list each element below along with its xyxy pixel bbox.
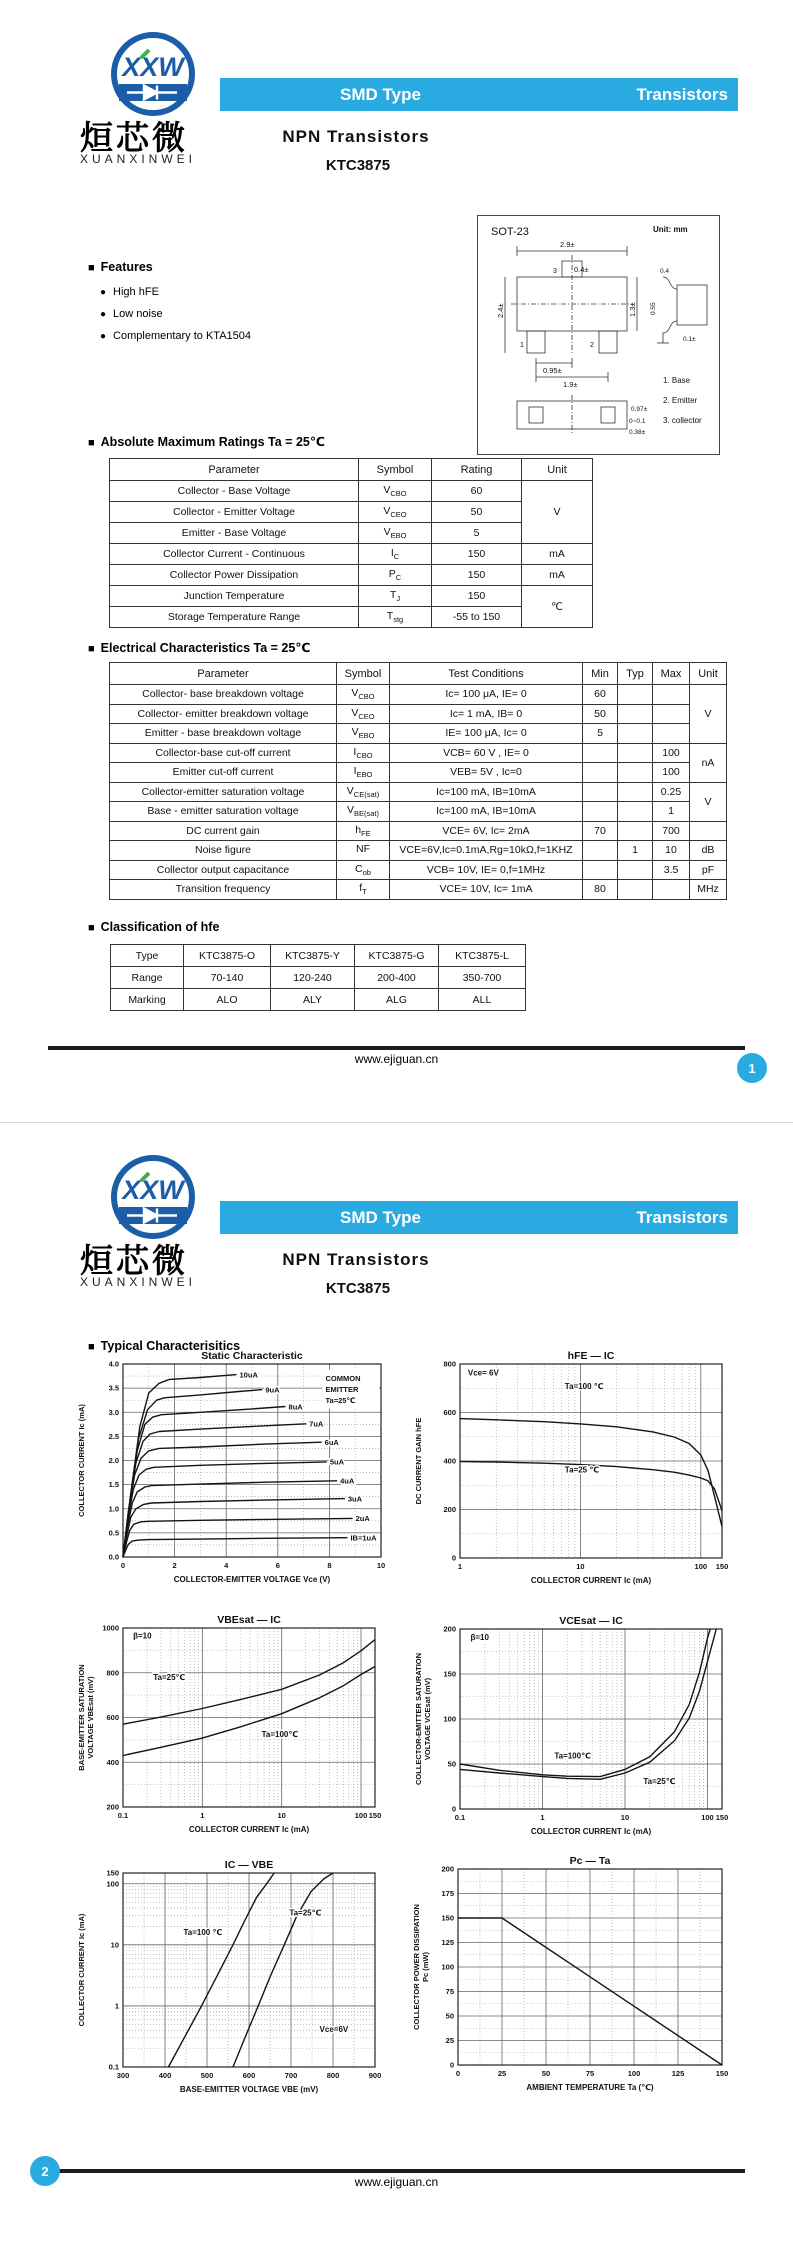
- pin3-label: 3: [553, 268, 557, 275]
- svg-text:10: 10: [620, 1813, 630, 1822]
- table-row: Emitter - base breakdown voltage $V_{EBO}$ IE= 100 μA, Ic= 0 5: [110, 724, 727, 744]
- svg-text:2: 2: [172, 1561, 177, 1570]
- table-row: Type KTC3875-O KTC3875-Y KTC3875-G KTC3875-L: [111, 945, 526, 967]
- svg-text:125: 125: [671, 2069, 685, 2078]
- header-bar-left: SMD Type: [340, 1207, 421, 1227]
- svg-text:200: 200: [106, 1802, 119, 1812]
- svg-text:150: 150: [441, 1913, 454, 1923]
- svg-text:0: 0: [449, 2060, 454, 2070]
- svg-text:1000: 1000: [102, 1623, 119, 1633]
- svg-text:Ta=100 ℃: Ta=100 ℃: [183, 1928, 223, 1938]
- dim-lead-top: 0.4: [660, 268, 670, 275]
- logo-text: XXW: [122, 1175, 184, 1205]
- svg-text:100: 100: [441, 1962, 454, 1972]
- svg-text:10: 10: [110, 1940, 119, 1950]
- svg-text:4uA: 4uA: [340, 1476, 355, 1486]
- svg-text:400: 400: [443, 1456, 456, 1466]
- svg-text:Vce=6V: Vce=6V: [319, 2025, 349, 2035]
- feature-item: ● Complementary to KTA1504: [100, 330, 252, 342]
- svg-text:0: 0: [455, 2069, 461, 2078]
- package-outline-drawing: [477, 215, 720, 455]
- header-bar-right: Transistors: [636, 84, 728, 104]
- package-unit: Unit: mm: [653, 225, 688, 234]
- svg-text:600: 600: [443, 1408, 456, 1418]
- section-marker-icon: ■: [88, 643, 95, 655]
- footer-website: www.ejiguan.cn: [354, 1052, 439, 1066]
- dim-body: 1.3±: [628, 302, 637, 317]
- svg-text:Pc (mW): Pc (mW): [421, 1952, 430, 1982]
- header-bar: [220, 1201, 738, 1234]
- datasheet-page-2: [0, 1122, 793, 2245]
- pin1-label: 1: [520, 342, 524, 349]
- svg-text:Ta=100℃: Ta=100℃: [554, 1751, 591, 1761]
- svg-text:0.5: 0.5: [108, 1528, 119, 1538]
- svg-text:900: 900: [368, 2071, 382, 2080]
- col-header: Unit: [690, 663, 727, 685]
- merged-unit: ℃: [522, 586, 593, 628]
- classification-table: [110, 944, 526, 1011]
- svg-text:2.0: 2.0: [108, 1456, 119, 1466]
- svg-text:600: 600: [106, 1713, 119, 1723]
- svg-text:50: 50: [445, 2011, 454, 2021]
- svg-text:150: 150: [106, 1868, 119, 1878]
- svg-text:2uA: 2uA: [355, 1514, 370, 1524]
- elec-table: [109, 662, 727, 900]
- dim-top: 2.9±: [560, 240, 575, 249]
- svg-text:8: 8: [327, 1561, 332, 1570]
- page-number-badge: 2: [30, 2156, 60, 2186]
- table-row: Collector - Base Voltage $V_{CBO}$ 60 V: [110, 481, 593, 502]
- chart-vbesat-vs-ic: [75, 1612, 391, 1850]
- col-header: Parameter: [110, 459, 359, 481]
- svg-text:IC — VBE: IC — VBE: [224, 1859, 274, 1871]
- svg-text:50: 50: [447, 1759, 456, 1769]
- svg-text:600: 600: [242, 2071, 256, 2080]
- svg-text:VOLTAGE VCEsat (mV): VOLTAGE VCEsat (mV): [423, 1677, 432, 1761]
- col-header: Test Conditions: [390, 663, 583, 685]
- footer-rule: [48, 2169, 745, 2173]
- table-row: Collector-emitter saturation voltage $V_{CE(sat)}$ Ic=100 mA, IB=10mA 0.25 V: [110, 782, 727, 802]
- svg-text:300: 300: [116, 2071, 130, 2080]
- table-row: Storage Temperature Range $T_{stg}$ -55 to 150: [110, 607, 593, 628]
- col-header: Symbol: [337, 663, 390, 685]
- section-marker-icon: ■: [88, 262, 95, 274]
- svg-text:6uA: 6uA: [324, 1437, 339, 1447]
- svg-text:Static Characteristic: Static Characteristic: [201, 1350, 303, 1362]
- merged-unit: nA: [690, 743, 727, 782]
- svg-text:Ta=25℃: Ta=25℃: [643, 1776, 676, 1786]
- svg-text:Ta=25 ℃: Ta=25 ℃: [564, 1465, 600, 1475]
- svg-text:0.0: 0.0: [108, 1552, 119, 1562]
- brand-name-cn: 烜芯微: [80, 119, 188, 156]
- bullet-icon: ●: [100, 331, 107, 342]
- svg-text:75: 75: [585, 2069, 595, 2078]
- svg-text:hFE — IC: hFE — IC: [567, 1350, 615, 1362]
- svg-text:800: 800: [106, 1668, 119, 1678]
- table-row: Collector Current - Continuous $I_C$ 150 mA: [110, 544, 593, 565]
- chart-pc-vs-ta: [410, 1853, 738, 2108]
- table-row: Marking ALO ALY ALG ALL: [111, 989, 526, 1011]
- pin-legend-base: 1. Base: [663, 376, 691, 385]
- header-bar-right: Transistors: [636, 1207, 728, 1227]
- table-row: DC current gain $h_{FE}$ VCE= 6V, Ic= 2mA 70 700: [110, 821, 727, 841]
- svg-text:COLLECTOR-EMITTER SATURATION: COLLECTOR-EMITTER SATURATION: [414, 1652, 423, 1786]
- svg-text:150: 150: [368, 1811, 382, 1820]
- footer-rule: [48, 1046, 745, 1050]
- table-row: Collector- base breakdown voltage $V_{CBO}$ Ic= 100 μA, IE= 0 60 V: [110, 685, 727, 705]
- svg-text:150: 150: [715, 1562, 729, 1571]
- svg-text:200: 200: [441, 1864, 454, 1874]
- svg-text:VCEsat — IC: VCEsat — IC: [559, 1615, 623, 1627]
- svg-text:IB=1uA: IB=1uA: [350, 1533, 377, 1543]
- svg-text:0.1: 0.1: [108, 2062, 119, 2072]
- bullet-icon: ●: [100, 309, 107, 320]
- pin-legend-emitter: 2. Emitter: [663, 396, 698, 405]
- svg-text:EMITTER: EMITTER: [325, 1384, 359, 1394]
- svg-text:4.0: 4.0: [108, 1359, 119, 1369]
- part-number: KTC3875: [325, 157, 391, 174]
- svg-text:Vce= 6V: Vce= 6V: [467, 1368, 499, 1378]
- table-row: Range 70-140 120-240 200-400 350-700: [111, 967, 526, 989]
- svg-text:Pc — Ta: Pc — Ta: [569, 1855, 611, 1867]
- svg-text:5uA: 5uA: [329, 1457, 344, 1467]
- svg-text:7uA: 7uA: [309, 1419, 324, 1429]
- dim-h1: 0.97±: [631, 406, 648, 413]
- dim-height: 2.4±: [496, 303, 505, 318]
- svg-text:0.1: 0.1: [117, 1811, 129, 1820]
- chart-vcesat-vs-ic: [412, 1613, 738, 1852]
- col-header: Parameter: [110, 663, 337, 685]
- table-row: Collector - Emitter Voltage $V_{CEO}$ 50: [110, 502, 593, 523]
- svg-text:COLLECTOR-EMITTER VOLTAGE V: COLLECTOR-EMITTER VOLTAGE Vce (V): [173, 1575, 331, 1584]
- table-row: Collector- emitter breakdown voltage $V_{CEO}$ Ic= 1 mA, IB= 0 50: [110, 704, 727, 724]
- svg-text:125: 125: [441, 1938, 454, 1948]
- brand-name-en: XUANXINWEI: [80, 152, 197, 166]
- svg-text:800: 800: [443, 1359, 456, 1369]
- pin2-label: 2: [590, 342, 594, 349]
- svg-text:150: 150: [715, 1813, 729, 1822]
- chart-static-characteristic: [75, 1348, 397, 1598]
- table-row: Collector Power Dissipation $P_C$ 150 mA: [110, 565, 593, 586]
- svg-text:0: 0: [120, 1561, 126, 1570]
- svg-text:10: 10: [376, 1561, 386, 1570]
- svg-text:3.5: 3.5: [108, 1383, 119, 1393]
- svg-text:100: 100: [627, 2069, 641, 2078]
- svg-text:COLLECTOR CURRENT Ic (mA): COLLECTOR CURRENT Ic (mA): [530, 1827, 652, 1836]
- svg-text:10: 10: [576, 1562, 585, 1571]
- svg-text:50: 50: [541, 2069, 551, 2078]
- svg-text:25: 25: [445, 2036, 454, 2046]
- pin-legend-collector: 3. collector: [663, 416, 702, 425]
- svg-text:4: 4: [224, 1561, 229, 1570]
- classification-title: ■ Classification of hfe: [88, 920, 220, 934]
- dim-lead-bot: 0.55: [650, 302, 657, 315]
- svg-text:1.5: 1.5: [108, 1480, 119, 1490]
- svg-text:3uA: 3uA: [347, 1494, 363, 1504]
- svg-text:100: 100: [694, 1562, 708, 1571]
- page-number-badge: 1: [737, 1053, 767, 1083]
- svg-text:0.1: 0.1: [454, 1813, 466, 1822]
- typical-characteristics-title: ■ Typical Characterisitics: [88, 1339, 241, 1353]
- svg-text:25: 25: [497, 2069, 507, 2078]
- svg-text:400: 400: [106, 1757, 119, 1767]
- svg-text:DC CURRENT GAIN hFE: DC CURRENT GAIN hFE: [414, 1417, 423, 1505]
- svg-text:9uA: 9uA: [265, 1385, 280, 1395]
- svg-text:3.0: 3.0: [108, 1407, 119, 1417]
- logo-text: XXW: [122, 52, 184, 82]
- svg-text:AMBIENT TEMPERATURE Ta (℃): AMBIENT TEMPERATURE Ta (℃): [526, 2083, 654, 2092]
- svg-text:10uA: 10uA: [239, 1370, 258, 1380]
- table-row: Base - emitter saturation voltage $V_{BE(sat)}$ Ic=100 mA, IB=10mA 1: [110, 802, 727, 822]
- col-header: Unit: [522, 459, 593, 481]
- svg-text:700: 700: [284, 2071, 298, 2080]
- svg-text:100: 100: [106, 1879, 119, 1889]
- table-row: Collector output capacitance $C_{ob}$ VCB= 10V, IE= 0,f=1MHz 3.5 pF: [110, 860, 727, 880]
- svg-text:BASE-EMITTER SATURATION: BASE-EMITTER SATURATION: [77, 1664, 86, 1771]
- svg-text:1: 1: [200, 1811, 205, 1820]
- dim-stand: 0~0.1: [629, 418, 646, 425]
- svg-text:VBEsat — IC: VBEsat — IC: [217, 1614, 281, 1626]
- svg-text:COLLECTOR CURRENT Ic (mA): COLLECTOR CURRENT Ic (mA): [77, 1913, 86, 2027]
- col-header: Typ: [618, 663, 653, 685]
- features-title: ■ Features: [88, 260, 153, 274]
- table-row: Emitter - Base Voltage $V_{EBO}$ 5: [110, 523, 593, 544]
- col-header: Min: [583, 663, 618, 685]
- svg-text:150: 150: [443, 1669, 456, 1679]
- merged-unit: V: [522, 481, 593, 544]
- svg-text:Ta=25℃: Ta=25℃: [289, 1908, 322, 1918]
- svg-text:8uA: 8uA: [288, 1402, 303, 1412]
- brand-name-en: XUANXINWEI: [80, 1275, 197, 1289]
- svg-text:1: 1: [457, 1562, 463, 1571]
- svg-text:COMMON: COMMON: [325, 1373, 361, 1383]
- svg-text:0: 0: [451, 1804, 456, 1814]
- svg-text:Ta=100℃: Ta=100℃: [261, 1730, 299, 1740]
- feature-item: ● High hFE: [100, 286, 159, 298]
- svg-text:500: 500: [200, 2071, 214, 2080]
- svg-text:200: 200: [443, 1624, 456, 1634]
- col-header: Rating: [432, 459, 522, 481]
- svg-text:COLLECTOR CURRENT Ic (mA): COLLECTOR CURRENT Ic (mA): [77, 1404, 86, 1517]
- table-row: Junction Temperature $T_J$ 150 ℃: [110, 586, 593, 607]
- brand-name-cn: 烜芯微: [80, 1242, 188, 1279]
- svg-text:Ta=100 ℃: Ta=100 ℃: [564, 1382, 604, 1392]
- svg-text:Ta=25℃: Ta=25℃: [153, 1672, 186, 1682]
- elec-title: ■ Electrical Characteristics Ta = 25℃: [88, 641, 311, 655]
- svg-text:VOLTAGE VBEsat (mV): VOLTAGE VBEsat (mV): [86, 1676, 95, 1759]
- merged-unit: V: [690, 685, 727, 744]
- svg-text:1: 1: [540, 1813, 545, 1822]
- svg-text:175: 175: [441, 1889, 454, 1899]
- col-header: Symbol: [359, 459, 432, 481]
- svg-text:β=10: β=10: [470, 1632, 489, 1642]
- col-header: Max: [653, 663, 690, 685]
- section-marker-icon: ■: [88, 1341, 95, 1353]
- section-marker-icon: ■: [88, 922, 95, 934]
- svg-text:200: 200: [443, 1505, 456, 1515]
- svg-text:75: 75: [445, 1987, 454, 1997]
- svg-text:150: 150: [715, 2069, 729, 2078]
- part-number: KTC3875: [325, 1280, 391, 1297]
- svg-text:100: 100: [443, 1714, 456, 1724]
- svg-text:COLLECTOR POWER DISSIPATION: COLLECTOR POWER DISSIPATION: [412, 1904, 421, 2030]
- svg-text:6: 6: [275, 1561, 280, 1570]
- dim-foot: 0.1±: [683, 336, 696, 343]
- dim-h2: 0.38±: [629, 429, 646, 436]
- brand-logo-icon: [78, 1153, 228, 1245]
- chart-hfe-vs-ic: [412, 1348, 738, 1601]
- datasheet-page-1: [0, 0, 793, 1122]
- svg-text:100: 100: [354, 1811, 368, 1820]
- svg-text:BASE-EMITTER VOLTAGE VBE (m: BASE-EMITTER VOLTAGE VBE (mV): [179, 2085, 319, 2094]
- dim-span: 1.9±: [563, 380, 578, 389]
- svg-text:100: 100: [701, 1813, 714, 1822]
- brand-logo-icon: [78, 30, 228, 122]
- bullet-icon: ●: [100, 287, 107, 298]
- svg-text:400: 400: [158, 2071, 172, 2080]
- dim-pitch: 0.95±: [543, 366, 562, 375]
- table-row: Noise figure NF VCE=6V,Ic=0.1mA,Rg=10kΩ,f=1KHZ 1 10 dB: [110, 841, 727, 861]
- svg-text:COLLECTOR CURRENT Ic (mA): COLLECTOR CURRENT Ic (mA): [188, 1825, 310, 1834]
- doc-subtitle: NPN Transistors: [282, 127, 430, 146]
- package-name: SOT-23: [491, 226, 529, 238]
- section-marker-icon: ■: [88, 437, 95, 449]
- merged-unit: V: [690, 782, 727, 821]
- abs-max-table: [109, 458, 593, 628]
- table-row: Collector-base cut-off current $I_{CBO}$ VCB= 60 V , IE= 0 100 nA: [110, 743, 727, 763]
- svg-text:Ta=25℃: Ta=25℃: [325, 1395, 356, 1405]
- footer-website: www.ejiguan.cn: [354, 2175, 439, 2189]
- abs-max-title: ■ Absolute Maximum Ratings Ta = 25℃: [88, 435, 325, 449]
- svg-text:1: 1: [114, 2001, 119, 2011]
- header-bar-left: SMD Type: [340, 84, 421, 104]
- svg-text:2.5: 2.5: [108, 1431, 119, 1441]
- dim-tab: 0.4±: [574, 265, 589, 274]
- feature-item: ● Low noise: [100, 308, 163, 320]
- table-row: Emitter cut-off current $I_{EBO}$ VEB= 5V , Ic=0 100: [110, 763, 727, 783]
- svg-text:0: 0: [451, 1553, 456, 1563]
- svg-text:COLLECTOR CURRENT Ic (mA): COLLECTOR CURRENT Ic (mA): [530, 1576, 652, 1585]
- svg-text:β=10: β=10: [133, 1631, 152, 1641]
- header-bar: [220, 78, 738, 111]
- svg-text:800: 800: [326, 2071, 340, 2080]
- svg-text:1.0: 1.0: [108, 1504, 119, 1514]
- table-row: Transition frequency $f_T$ VCE= 10V, Ic= 1mA 80 MHz: [110, 880, 727, 900]
- chart-ic-vs-vbe: [75, 1857, 391, 2110]
- svg-text:10: 10: [277, 1811, 286, 1820]
- doc-subtitle: NPN Transistors: [282, 1250, 430, 1269]
